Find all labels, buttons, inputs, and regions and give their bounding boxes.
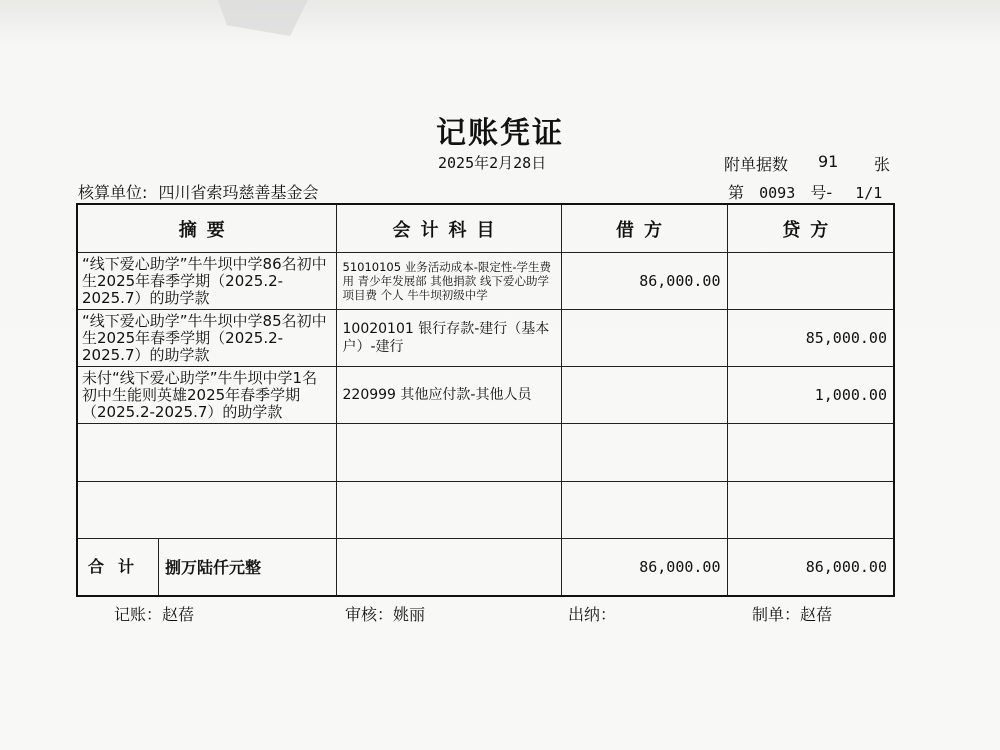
total-amount-words: 捌万陆仟元整 xyxy=(165,558,262,578)
header-summary: 摘要 xyxy=(77,204,336,253)
total-label: 合计 xyxy=(78,539,159,595)
entry-summary: “线下爱心助学”牛牛坝中学85名初中生2025年春季学期（2025.2-2025.7）的助学款 xyxy=(77,310,336,367)
entry-credit: 1,000.00 xyxy=(727,367,894,424)
empty-cell xyxy=(561,424,727,481)
table-row-empty xyxy=(77,424,894,481)
entry-summary: 未付“线下爱心助学”牛牛坝中学1名初中生能则英雄2025年春季学期（2025.2-2025.7）的助学款 xyxy=(77,367,336,424)
voucher-table xyxy=(76,203,895,597)
empty-cell xyxy=(561,481,727,538)
entry-account: 10020101 银行存款-建行（基本户）-建行 xyxy=(336,310,561,367)
voucher-title: 记账凭证 xyxy=(436,116,564,151)
signature-cashier: 出纳： xyxy=(568,605,617,624)
voucher-page: 1/1 xyxy=(855,184,883,202)
total-credit: 86,000.00 xyxy=(727,538,894,596)
signature-bookkeeper: 记账：赵蓓 xyxy=(114,605,195,624)
accounting-unit xyxy=(78,180,319,203)
attachments-label: 附单据数 xyxy=(724,155,789,174)
voucher-number xyxy=(728,180,882,203)
header-credit: 贷方 xyxy=(727,204,894,253)
header-account: 会计科目 xyxy=(336,204,561,253)
accounting-unit-label: 核算单位: xyxy=(78,183,148,202)
entry-debit xyxy=(561,367,727,424)
table-row xyxy=(77,253,894,310)
entry-debit xyxy=(561,310,727,367)
table-row xyxy=(77,310,894,367)
entry-account: 51010105 业务活动成本-限定性-学生费用 青少年发展部 其他捐款 线下爱心助学 项目费 个人 牛牛坝初级中学 xyxy=(336,253,561,310)
table-row xyxy=(77,367,894,424)
total-row xyxy=(77,538,894,596)
entry-summary: “线下爱心助学”牛牛坝中学86名初中生2025年春季学期（2025.2-2025.7）的助学款 xyxy=(77,253,336,310)
voucher-number-value: 0093 xyxy=(759,184,796,202)
entry-credit xyxy=(727,253,894,310)
empty-cell xyxy=(77,481,336,538)
attachments-count: 91 xyxy=(818,152,839,171)
entry-debit: 86,000.00 xyxy=(561,253,727,310)
voucher-number-prefix: 第 xyxy=(728,183,745,202)
entry-account: 220999 其他应付款-其他人员 xyxy=(336,367,561,424)
total-cell xyxy=(77,538,336,596)
entry-credit: 85,000.00 xyxy=(727,310,894,367)
header-debit: 借方 xyxy=(561,204,727,253)
empty-cell xyxy=(336,481,561,538)
signature-reviewer: 审核：姚丽 xyxy=(345,605,426,624)
empty-cell xyxy=(727,481,894,538)
attachments-unit: 张 xyxy=(874,155,891,174)
signature-preparer: 制单：赵蓓 xyxy=(752,605,833,624)
accounting-unit-name: 四川省索玛慈善基金会 xyxy=(158,183,319,202)
empty-cell xyxy=(336,424,561,481)
table-row-empty xyxy=(77,481,894,538)
empty-cell xyxy=(77,424,336,481)
total-account-empty xyxy=(336,538,561,596)
empty-cell xyxy=(727,424,894,481)
total-debit: 86,000.00 xyxy=(561,538,727,596)
table-header-row xyxy=(77,204,894,253)
voucher-number-suffix: 号- xyxy=(810,183,833,202)
voucher-date: 2025年2月28日 xyxy=(438,154,547,172)
